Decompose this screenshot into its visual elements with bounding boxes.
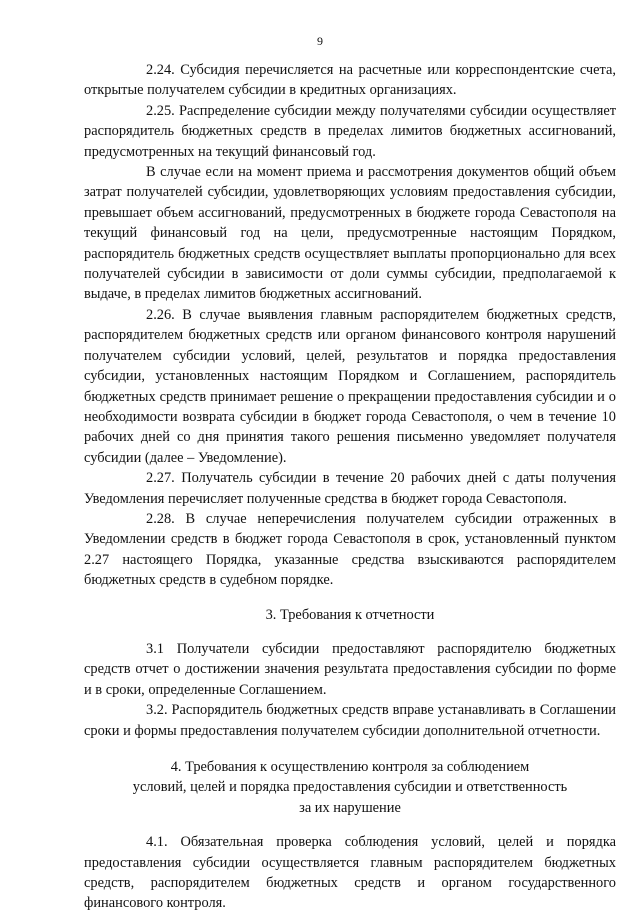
paragraph-2-24: 2.24. Субсидия перечисляется на расчетные или корреспондентские счета, открытые получателем субсидии в кредитных организациях. [84, 62, 616, 99]
section-4-title-line: 4. Требования к осуществлению контроля за соблюдением [170, 759, 530, 775]
section-4-title-line: за их нарушение [299, 799, 401, 816]
paragraph-2-27: 2.27. Получатель субсидии в течение 20 рабочих дней с даты получения Уведомления перечисляет полученные средства в бюджет города Севастополя. [84, 470, 616, 507]
paragraph-2-28: 2.28. В случае неперечисления получателем субсидии отраженных в Уведомлении средств в бюджет города Севастополя в срок, установленный пунктом 2.27 настоящего Порядка, указанные средства взыскиваются распорядителем бюджетных средств в судебном порядке. [84, 510, 616, 589]
paragraph-2-25: 2.25. Распределение субсидии между получателями субсидии осуществляет распорядитель бюджетных средств в пределах лимитов бюджетных ассигнований, предусмотренных на текущий финансовый год. [84, 102, 616, 160]
section-3-title: 3. Требования к отчетности [265, 606, 435, 623]
paragraph-3-1: 3.1 Получатели субсидии предоставляют распорядителю бюджетных средств отчет о достижении значения результата предоставления субсидии по форме и в сроки, определенные Соглашением. [84, 640, 616, 698]
paragraph-3-2: 3.2. Распорядитель бюджетных средств вправе устанавливать в Соглашении сроки и формы предоставления получателем субсидии дополнительной отчетности. [84, 702, 616, 739]
section-4-title [84, 757, 616, 818]
paragraph-4-1: 4.1. Обязательная проверка соблюдения условий, целей и порядка предоставления субсидии осуществляется главным распорядителем бюджетных средств, распорядителем бюджетных средств и органом государственного финансового контроля. [84, 834, 616, 912]
page-number: 9 [317, 34, 323, 48]
section-4-title-line: условий, целей и порядка предоставления субсидии и ответственность [132, 779, 568, 796]
paragraph-2-26: 2.26. В случае выявления главным распорядителем бюджетных средств, распорядителем бюджетных средств или органом финансового контроля нарушений получателем субсидии условий, целей, результатов и порядка предоставления субсидии, установленных настоящим Порядком и Соглашением, распорядитель бюджетных средств принимает решение о прекращении предоставления субсидии и о необходимости возврата субсидии в бюджет города Севастополя, о чем в течение 10 рабочих дней со дня принятия такого решения письменно уведомляет получателя субсидии (далее – Уведомление). [84, 306, 616, 466]
paragraph-2-25-cont: В случае если на момент приема и рассмотрения документов общий объем затрат получателей субсидии, удовлетворяющих условиям предоставления субсидии, превышает объем ассигнований, предусмотренных в бюджете города Севастополя на текущий финансовый год на цели, предусмотренные настоящим Порядком, распорядитель бюджетных средств осуществляет выплаты пропорционально для всех получателей субсидии в зависимости от доли суммы субсидии, предполагаемой к выдаче, в пределах лимитов бюджетных ассигнований. [84, 164, 616, 303]
document-body [84, 60, 616, 914]
